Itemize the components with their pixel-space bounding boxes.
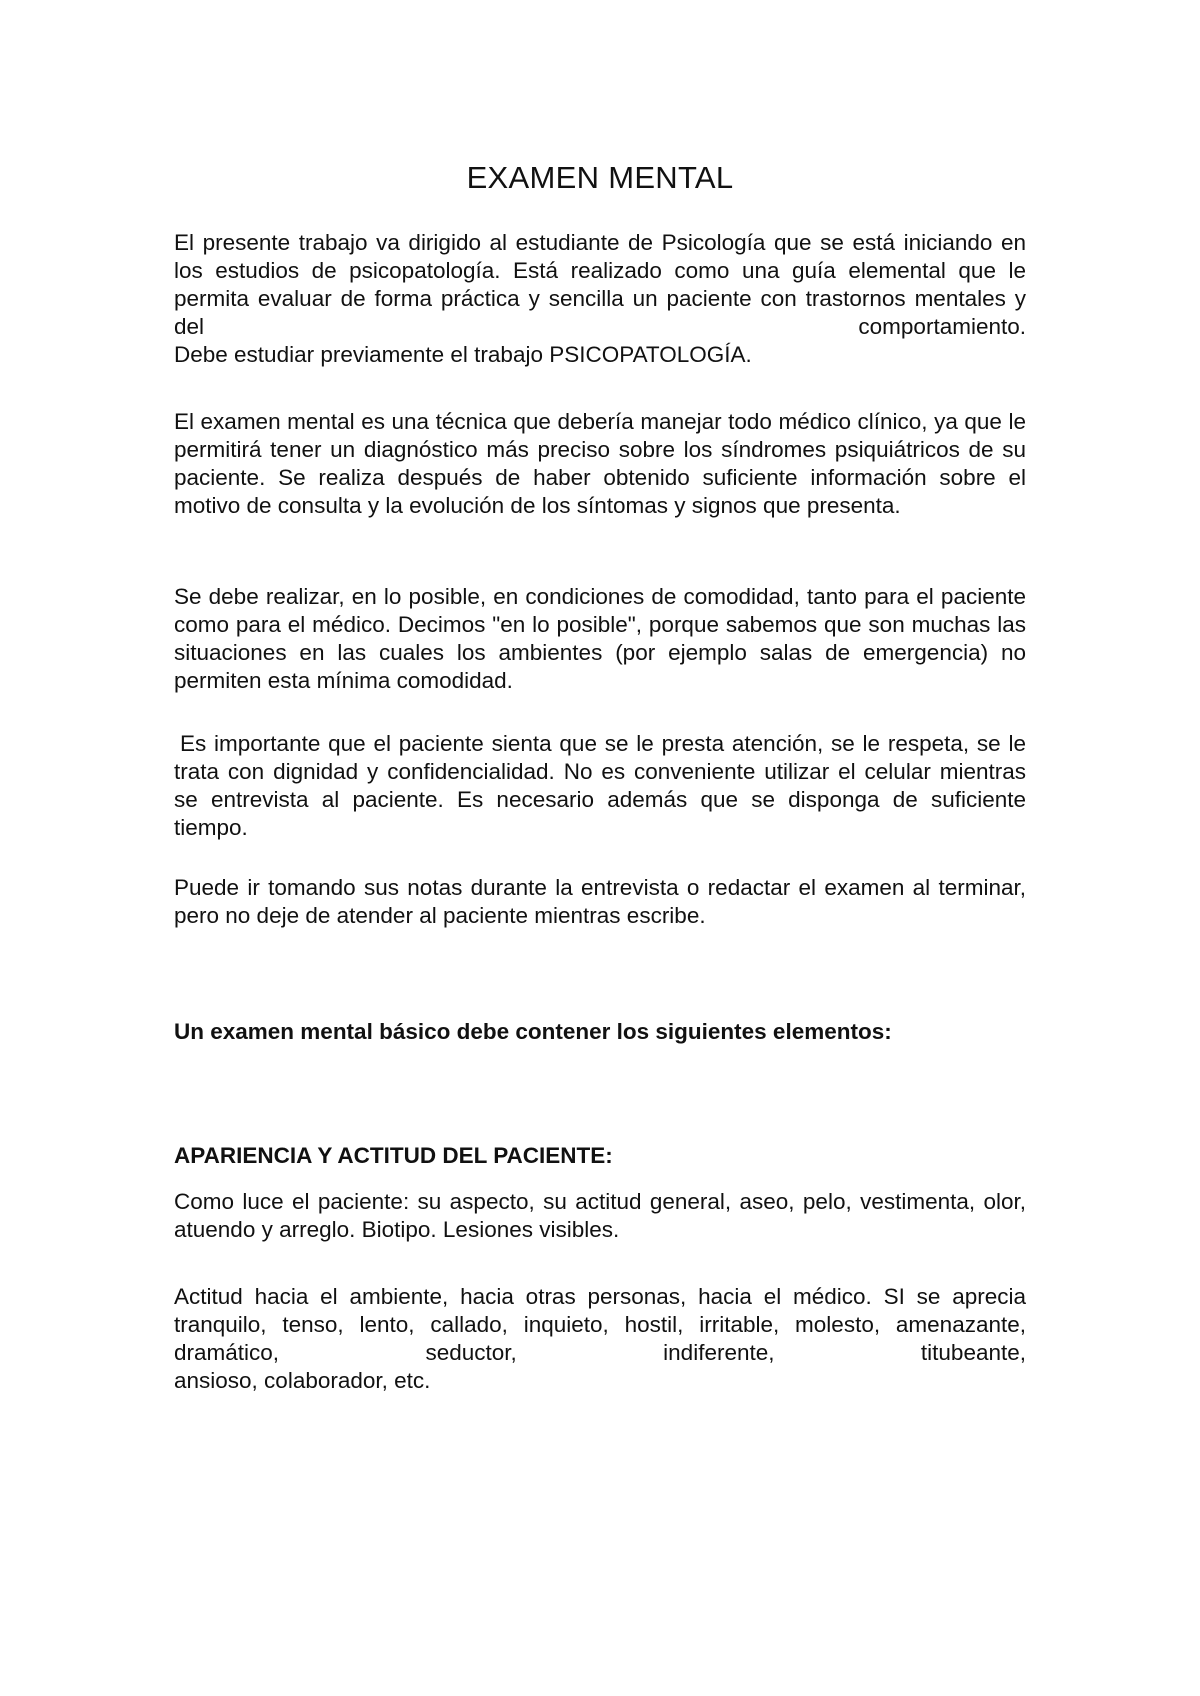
paragraph-notas: Puede ir tomando sus notas durante la entrevista o redactar el examen al terminar, pero no deje de atender al paciente mientras escribe. — [174, 875, 1026, 928]
paragraph-examen-tecnica: El examen mental es una técnica que debería manejar todo médico clínico, ya que le permitirá tener un diagnóstico más preciso sobre los síndromes psiquiátricos de su paciente. Se realiza después de haber obtenido suficiente información sobre el motivo de consulta y la evolución de los síntomas y signos que presenta. — [174, 409, 1026, 518]
paragraph-atencion: Es importante que el paciente sienta que se le presta atención, se le respeta, se le trata con dignidad y confidencialidad. No es conveniente utilizar el celular mientras se entrevista al paciente. Es necesario además que se disponga de suficiente tiempo. — [174, 731, 1026, 840]
paragraph-actitud: Actitud hacia el ambiente, hacia otras personas, hacia el médico. SI se aprecia tranquilo, tenso, lento, callado, inquieto, hostil, irritable, molesto, amenazante, dramático, seductor, indiferente, titubeante, — [174, 1284, 1026, 1365]
section-heading-apariencia: APARIENCIA Y ACTITUD DEL PACIENTE: — [174, 1143, 613, 1168]
paragraph-intro: El presente trabajo va dirigido al estudiante de Psicología que se está iniciando en los estudios de psicopatología. Está realizado como una guía elemental que le permita evaluar de forma práctica y sencilla un paciente con trastornos mentales y del comportamiento. — [174, 230, 1026, 339]
elements-heading: Un examen mental básico debe contener los siguientes elementos: — [174, 1019, 892, 1044]
page-title: EXAMEN MENTAL — [466, 160, 734, 195]
paragraph-actitud-last-line: ansioso, colaborador, etc. — [174, 1368, 431, 1393]
paragraph-comodidad: Se debe realizar, en lo posible, en condiciones de comodidad, tanto para el paciente como para el médico. Decimos "en lo posible", porque sabemos que son muchas las situaciones en las cuales los ambientes (por ejemplo salas de emergencia) no permiten esta mínima comodidad. — [174, 584, 1026, 693]
paragraph-aspecto: Como luce el paciente: su aspecto, su actitud general, aseo, pelo, vestimenta, olor, atuendo y arreglo. Biotipo. Lesiones visibles. — [174, 1189, 1026, 1242]
paragraph-intro-last-line: Debe estudiar previamente el trabajo PSICOPATOLOGÍA. — [174, 342, 752, 367]
